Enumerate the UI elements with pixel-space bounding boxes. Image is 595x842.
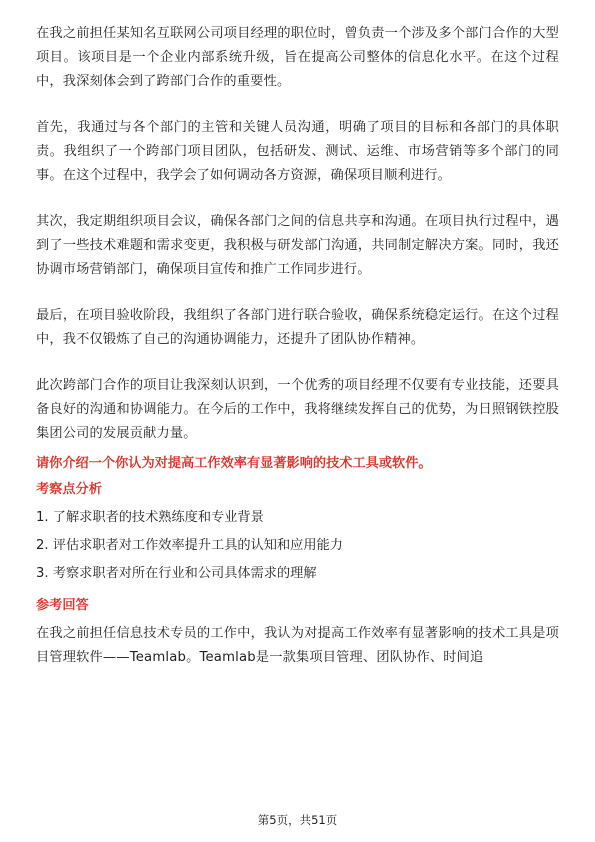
body-paragraph: 首先，我通过与各个部门的主管和关键人员沟通，明确了项目的目标和各部门的具体职责。我组织了一个跨部门项目团队，包括研发、测试、运维、市场营销等多个部门的同事。在这个过程中，我学会了如何调动各方资源，确保项目顺利进行。 <box>36 120 559 183</box>
analysis-heading: 考察点分析 <box>36 482 102 497</box>
body-paragraph: 此次跨部门合作的项目让我深刻认识到，一个优秀的项目经理不仅要有专业技能，还要具备良好的沟通和协调能力。在今后的工作中，我将继续发挥自己的优势，为日照钢铁控股集团公司的发展贡献力量。 <box>36 378 559 441</box>
answer-heading: 参考回答 <box>36 598 89 613</box>
analysis-point: 1. 了解求职者的技术熟练度和专业背景 <box>36 510 264 525</box>
answer-paragraph: 在我之前担任信息技术专员的工作中，我认为对提高工作效率有显著影响的技术工具是项目管理软件——Teamlab。Teamlab是一款集项目管理、团队协作、时间追 <box>36 626 559 665</box>
body-paragraph: 其次，我定期组织项目会议，确保各部门之间的信息共享和沟通。在项目执行过程中，遇到了一些技术难题和需求变更，我积极与研发部门沟通，共同制定解决方案。同时，我还协调市场营销部门，确保项目宣传和推广工作同步进行。 <box>36 214 559 277</box>
body-paragraph: 在我之前担任某知名互联网公司项目经理的职位时，曾负责一个涉及多个部门合作的大型项目。该项目是一个企业内部系统升级，旨在提高公司整体的信息化水平。在这个过程中，我深刻体会到了跨部门合作的重要性。 <box>36 26 559 89</box>
body-paragraph: 最后，在项目验收阶段，我组织了各部门进行联合验收，确保系统稳定运行。在这个过程中，我不仅锻炼了自己的沟通协调能力，还提升了团队协作精神。 <box>36 308 559 347</box>
page-footer: 第5页，共51页 <box>257 813 338 827</box>
analysis-points-list <box>36 506 559 586</box>
analysis-point: 3. 考察求职者对所在行业和公司具体需求的理解 <box>36 566 317 581</box>
document-page <box>36 22 559 670</box>
analysis-point: 2. 评估求职者对工作效率提升工具的认知和应用能力 <box>36 538 343 553</box>
interview-question: 请你介绍一个你认为对提高工作效率有显著影响的技术工具或软件。 <box>36 456 432 471</box>
